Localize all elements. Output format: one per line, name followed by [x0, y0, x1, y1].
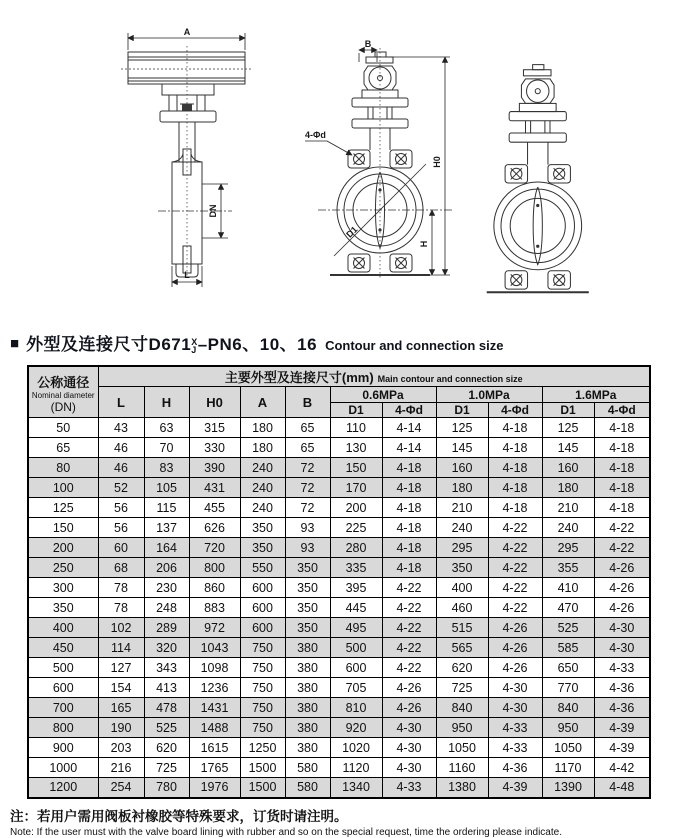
cell-value: 470 — [542, 598, 594, 618]
cell-value: 4-22 — [488, 578, 542, 598]
cell-value: 350 — [240, 538, 285, 558]
cell-value: 4-14 — [382, 438, 436, 458]
cell-value: 114 — [98, 638, 144, 658]
section-title-cn: 外型及连接尺寸D671 X J –PN6、10、16 — [26, 335, 318, 355]
cell-value: 4-18 — [382, 478, 436, 498]
cell-value: 920 — [330, 718, 382, 738]
cell-value: 164 — [144, 538, 189, 558]
cell-dn: 800 — [28, 718, 98, 738]
cell-value: 240 — [436, 518, 488, 538]
cell-value: 180 — [542, 478, 594, 498]
header-d1: D1 — [436, 403, 488, 418]
cell-value: 4-18 — [594, 478, 650, 498]
cell-value: 626 — [189, 518, 240, 538]
table-row — [28, 438, 650, 458]
cell-value: 46 — [98, 458, 144, 478]
cell-value: 4-22 — [488, 598, 542, 618]
header-bolt: 4-Φd — [594, 403, 650, 418]
table-row — [28, 678, 650, 698]
cell-value: 580 — [285, 778, 330, 798]
cell-value: 4-30 — [594, 618, 650, 638]
cell-value: 240 — [240, 458, 285, 478]
cell-value: 620 — [144, 738, 189, 758]
cell-value: 840 — [542, 698, 594, 718]
cell-value: 720 — [189, 538, 240, 558]
cell-value: 1431 — [189, 698, 240, 718]
table-row — [28, 478, 650, 498]
dim-label-dn: DN — [208, 204, 218, 218]
cell-value: 431 — [189, 478, 240, 498]
cell-value: 4-26 — [594, 598, 650, 618]
cell-value: 137 — [144, 518, 189, 538]
header-d1: D1 — [330, 403, 382, 418]
cell-value: 240 — [240, 498, 285, 518]
dimension-table-body — [28, 418, 650, 798]
cell-value: 1390 — [542, 778, 594, 798]
cell-dn: 900 — [28, 738, 98, 758]
header-nominal-diameter: 公称通径 Nominal diameter (DN) — [28, 366, 98, 418]
header-col-h0: H0 — [189, 387, 240, 418]
side-view-drawing — [90, 24, 260, 296]
footnote — [10, 805, 676, 838]
cell-value: 1765 — [189, 758, 240, 778]
dim-label-h: H — [419, 240, 429, 248]
cell-value: 1340 — [330, 778, 382, 798]
cell-value: 4-30 — [382, 718, 436, 738]
cell-value: 445 — [330, 598, 382, 618]
cell-value: 4-22 — [488, 538, 542, 558]
cell-value: 350 — [436, 558, 488, 578]
cell-dn: 80 — [28, 458, 98, 478]
cell-value: 145 — [542, 438, 594, 458]
footnote-cn: 注：若用户需用阀板衬橡胶等特殊要求，订货时请注明。 — [10, 808, 348, 824]
table-row — [28, 498, 650, 518]
cell-value: 1488 — [189, 718, 240, 738]
cell-value: 4-18 — [382, 558, 436, 578]
cell-value: 289 — [144, 618, 189, 638]
cell-value: 68 — [98, 558, 144, 578]
cell-value: 295 — [542, 538, 594, 558]
cell-value: 125 — [436, 418, 488, 438]
cell-value: 1050 — [542, 738, 594, 758]
cell-value: 4-22 — [594, 518, 650, 538]
cell-value: 216 — [98, 758, 144, 778]
cell-value: 1500 — [240, 758, 285, 778]
cell-value: 600 — [240, 618, 285, 638]
cell-value: 4-18 — [382, 498, 436, 518]
cell-value: 395 — [330, 578, 382, 598]
header-pressure-1.6: 1.6MPa — [542, 387, 650, 403]
header-pressure-0.6: 0.6MPa — [330, 387, 436, 403]
cell-value: 4-33 — [488, 738, 542, 758]
dimension-table — [27, 365, 651, 799]
cell-value: 72 — [285, 458, 330, 478]
cell-value: 4-30 — [488, 698, 542, 718]
cell-value: 1120 — [330, 758, 382, 778]
cell-value: 1050 — [436, 738, 488, 758]
cell-value: 413 — [144, 678, 189, 698]
cell-dn: 400 — [28, 618, 98, 638]
cell-value: 60 — [98, 538, 144, 558]
cell-value: 127 — [98, 658, 144, 678]
cell-value: 180 — [436, 478, 488, 498]
cell-value: 330 — [189, 438, 240, 458]
cell-value: 4-42 — [594, 758, 650, 778]
cell-value: 210 — [436, 498, 488, 518]
cell-value: 70 — [144, 438, 189, 458]
cell-value: 4-18 — [594, 458, 650, 478]
cell-value: 350 — [285, 598, 330, 618]
cell-value: 4-30 — [382, 738, 436, 758]
cell-value: 1043 — [189, 638, 240, 658]
cell-value: 4-18 — [594, 418, 650, 438]
table-row — [28, 638, 650, 658]
cell-value: 190 — [98, 718, 144, 738]
section-title-en: Contour and connection size — [325, 338, 504, 353]
bolt-holes-label: 4-Φd — [305, 130, 326, 140]
cell-value: 972 — [189, 618, 240, 638]
cell-value: 750 — [240, 678, 285, 698]
cell-value: 240 — [240, 478, 285, 498]
cell-value: 620 — [436, 658, 488, 678]
cell-value: 860 — [189, 578, 240, 598]
cell-value: 154 — [98, 678, 144, 698]
cell-value: 750 — [240, 718, 285, 738]
cell-value: 525 — [542, 618, 594, 638]
cell-value: 4-26 — [382, 678, 436, 698]
header-col-l: L — [98, 387, 144, 418]
cell-dn: 65 — [28, 438, 98, 458]
cell-value: 280 — [330, 538, 382, 558]
cell-value: 515 — [436, 618, 488, 638]
cell-value: 650 — [542, 658, 594, 678]
cell-value: 4-26 — [382, 698, 436, 718]
cell-value: 343 — [144, 658, 189, 678]
cell-value: 93 — [285, 538, 330, 558]
cell-value: 4-22 — [594, 538, 650, 558]
cell-value: 883 — [189, 598, 240, 618]
cell-dn: 100 — [28, 478, 98, 498]
cell-value: 65 — [285, 438, 330, 458]
header-d1: D1 — [542, 403, 594, 418]
cell-value: 600 — [240, 578, 285, 598]
cell-value: 115 — [144, 498, 189, 518]
cell-value: 4-22 — [488, 518, 542, 538]
cell-value: 350 — [285, 618, 330, 638]
cell-value: 495 — [330, 618, 382, 638]
cell-value: 350 — [285, 578, 330, 598]
cell-dn: 125 — [28, 498, 98, 518]
cell-value: 110 — [330, 418, 382, 438]
cell-value: 46 — [98, 438, 144, 458]
cell-value: 770 — [542, 678, 594, 698]
cell-value: 4-48 — [594, 778, 650, 798]
cell-value: 390 — [189, 458, 240, 478]
cell-value: 4-36 — [488, 758, 542, 778]
cell-value: 4-22 — [382, 578, 436, 598]
cell-value: 4-39 — [594, 738, 650, 758]
cell-value: 525 — [144, 718, 189, 738]
dim-label-b: B — [364, 39, 372, 49]
cell-value: 320 — [144, 638, 189, 658]
cell-dn: 350 — [28, 598, 98, 618]
cell-value: 950 — [542, 718, 594, 738]
cell-value: 315 — [189, 418, 240, 438]
table-row — [28, 538, 650, 558]
cell-value: 1976 — [189, 778, 240, 798]
cell-value: 380 — [285, 678, 330, 698]
cell-value: 4-39 — [488, 778, 542, 798]
dim-label-l: L — [184, 270, 190, 280]
cell-value: 4-26 — [594, 578, 650, 598]
table-row — [28, 598, 650, 618]
cell-value: 4-30 — [488, 678, 542, 698]
cell-value: 380 — [285, 638, 330, 658]
cell-value: 380 — [285, 718, 330, 738]
cell-value: 56 — [98, 498, 144, 518]
cell-value: 500 — [330, 638, 382, 658]
header-col-h: H — [144, 387, 189, 418]
cell-value: 750 — [240, 658, 285, 678]
header-bolt: 4-Φd — [488, 403, 542, 418]
cell-value: 410 — [542, 578, 594, 598]
dim-label-a: A — [183, 27, 191, 37]
cell-dn: 450 — [28, 638, 98, 658]
cell-value: 105 — [144, 478, 189, 498]
cell-value: 254 — [98, 778, 144, 798]
cell-value: 4-18 — [382, 538, 436, 558]
cell-value: 43 — [98, 418, 144, 438]
cell-value: 4-33 — [382, 778, 436, 798]
cell-value: 565 — [436, 638, 488, 658]
cell-value: 600 — [240, 598, 285, 618]
cell-value: 203 — [98, 738, 144, 758]
cell-value: 4-39 — [594, 718, 650, 738]
cell-dn: 1200 — [28, 778, 98, 798]
table-row — [28, 458, 650, 478]
cell-value: 4-18 — [488, 478, 542, 498]
cell-value: 4-22 — [488, 558, 542, 578]
cell-value: 810 — [330, 698, 382, 718]
cell-value: 400 — [436, 578, 488, 598]
cell-value: 1020 — [330, 738, 382, 758]
cell-value: 725 — [436, 678, 488, 698]
cell-dn: 700 — [28, 698, 98, 718]
cell-value: 585 — [542, 638, 594, 658]
cell-dn: 300 — [28, 578, 98, 598]
cell-value: 750 — [240, 698, 285, 718]
table-row — [28, 738, 650, 758]
cell-value: 4-36 — [594, 698, 650, 718]
cell-value: 800 — [189, 558, 240, 578]
cell-value: 230 — [144, 578, 189, 598]
cell-value: 4-14 — [382, 418, 436, 438]
cell-dn: 200 — [28, 538, 98, 558]
cell-value: 750 — [240, 638, 285, 658]
table-row — [28, 658, 650, 678]
cell-value: 1615 — [189, 738, 240, 758]
cell-value: 145 — [436, 438, 488, 458]
cell-value: 102 — [98, 618, 144, 638]
cell-value: 1250 — [240, 738, 285, 758]
cell-value: 65 — [285, 418, 330, 438]
cell-value: 4-18 — [488, 498, 542, 518]
cell-value: 248 — [144, 598, 189, 618]
table-row — [28, 698, 650, 718]
cell-value: 350 — [240, 518, 285, 538]
cell-value: 180 — [240, 438, 285, 458]
cell-value: 380 — [285, 738, 330, 758]
cell-value: 4-26 — [488, 638, 542, 658]
cell-value: 206 — [144, 558, 189, 578]
cell-value: 72 — [285, 478, 330, 498]
cell-value: 600 — [330, 658, 382, 678]
cell-dn: 1000 — [28, 758, 98, 778]
table-row — [28, 518, 650, 538]
cell-value: 1380 — [436, 778, 488, 798]
cell-value: 4-18 — [382, 518, 436, 538]
cell-value: 165 — [98, 698, 144, 718]
table-row — [28, 758, 650, 778]
cell-value: 1236 — [189, 678, 240, 698]
cell-value: 4-22 — [382, 618, 436, 638]
cell-value: 380 — [285, 698, 330, 718]
cell-value: 1160 — [436, 758, 488, 778]
cell-value: 130 — [330, 438, 382, 458]
cell-dn: 150 — [28, 518, 98, 538]
cell-value: 335 — [330, 558, 382, 578]
cell-value: 78 — [98, 578, 144, 598]
section-title — [10, 330, 676, 357]
cell-value: 4-26 — [488, 618, 542, 638]
table-row — [28, 718, 650, 738]
cell-value: 580 — [285, 758, 330, 778]
table-row — [28, 618, 650, 638]
cell-value: 350 — [285, 558, 330, 578]
cell-value: 1098 — [189, 658, 240, 678]
cell-value: 1500 — [240, 778, 285, 798]
cell-value: 4-22 — [382, 658, 436, 678]
dim-label-h0: H0 — [432, 156, 442, 168]
cell-value: 52 — [98, 478, 144, 498]
header-col-b: B — [285, 387, 330, 418]
cell-value: 4-33 — [594, 658, 650, 678]
cell-value: 840 — [436, 698, 488, 718]
cell-dn: 600 — [28, 678, 98, 698]
header-bolt: 4-Φd — [382, 403, 436, 418]
cell-value: 240 — [542, 518, 594, 538]
cell-value: 4-18 — [488, 458, 542, 478]
cell-value: 93 — [285, 518, 330, 538]
cell-value: 4-22 — [382, 598, 436, 618]
cell-dn: 250 — [28, 558, 98, 578]
cell-value: 4-30 — [382, 758, 436, 778]
valve-drawings — [0, 0, 676, 322]
footnote-en: Note: If the user must with the valve board lining with rubber and so on the special request, time the ordering please indicate. — [10, 826, 562, 838]
table-row — [28, 778, 650, 798]
cell-value: 4-18 — [382, 458, 436, 478]
cell-value: 160 — [436, 458, 488, 478]
dim-label-d1: D1 — [344, 224, 360, 240]
cell-value: 550 — [240, 558, 285, 578]
table-row — [28, 558, 650, 578]
cell-value: 4-18 — [594, 438, 650, 458]
cell-dn: 50 — [28, 418, 98, 438]
cell-value: 460 — [436, 598, 488, 618]
cell-value: 225 — [330, 518, 382, 538]
cell-value: 355 — [542, 558, 594, 578]
table-row — [28, 418, 650, 438]
cell-value: 4-26 — [488, 658, 542, 678]
cell-value: 4-36 — [594, 678, 650, 698]
cell-value: 200 — [330, 498, 382, 518]
cell-value: 4-33 — [488, 718, 542, 738]
cell-value: 72 — [285, 498, 330, 518]
header-main: 主要外型及连接尺寸(mm) Main contour and connection size — [98, 366, 650, 387]
model-suffix-stack: X J — [191, 337, 198, 355]
cell-value: 725 — [144, 758, 189, 778]
cell-value: 4-18 — [488, 438, 542, 458]
cell-value: 780 — [144, 778, 189, 798]
cell-value: 78 — [98, 598, 144, 618]
cell-value: 4-18 — [594, 498, 650, 518]
cell-dn: 500 — [28, 658, 98, 678]
cell-value: 4-26 — [594, 558, 650, 578]
cell-value: 83 — [144, 458, 189, 478]
cell-value: 380 — [285, 658, 330, 678]
cell-value: 455 — [189, 498, 240, 518]
table-row — [28, 578, 650, 598]
cell-value: 125 — [542, 418, 594, 438]
cell-value: 950 — [436, 718, 488, 738]
cell-value: 4-30 — [594, 638, 650, 658]
cell-value: 4-22 — [382, 638, 436, 658]
cell-value: 1170 — [542, 758, 594, 778]
cell-value: 295 — [436, 538, 488, 558]
watermark — [455, 34, 645, 330]
cell-value: 63 — [144, 418, 189, 438]
cell-value: 478 — [144, 698, 189, 718]
cell-value: 705 — [330, 678, 382, 698]
header-col-a: A — [240, 387, 285, 418]
cell-value: 160 — [542, 458, 594, 478]
cell-value: 4-18 — [488, 418, 542, 438]
header-pressure-1.0: 1.0MPa — [436, 387, 542, 403]
cell-value: 170 — [330, 478, 382, 498]
cell-value: 210 — [542, 498, 594, 518]
section-bullet-icon: ■ — [10, 335, 20, 352]
cell-value: 56 — [98, 518, 144, 538]
cell-value: 150 — [330, 458, 382, 478]
cell-value: 180 — [240, 418, 285, 438]
